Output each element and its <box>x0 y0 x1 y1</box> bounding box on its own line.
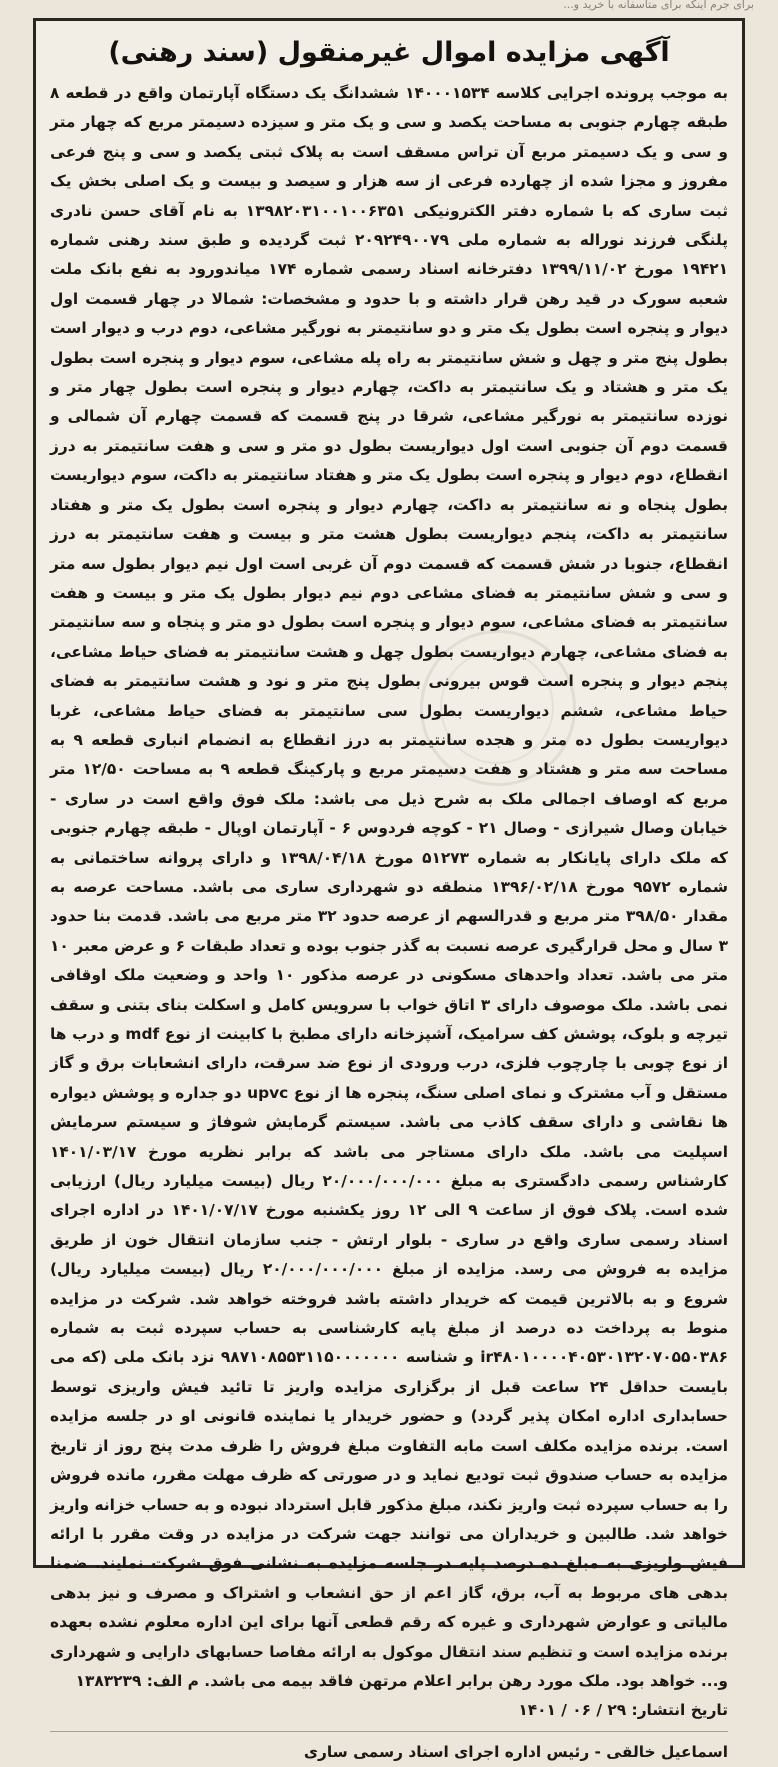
signature-line: اسماعیل خالقی - رئیس اداره اجرای اسناد رسمی ساری <box>303 1743 728 1762</box>
notice-title: آگهی مزایده اموال غیرمنقول (سند رهنی) <box>108 37 670 68</box>
torn-header-fragment: برای جرم اینکه برای متاسفانه با خرید و... <box>563 0 754 11</box>
publication-date: تاریخ انتشار: ۲۹ / ۰۶ / ۱۴۰۱ <box>518 1701 728 1720</box>
notice-frame <box>33 18 745 1762</box>
signature-separator <box>50 1731 728 1732</box>
notice-body: به موجب پرونده اجرایی کلاسه ۱۴۰۰۰۱۵۳۴ ششدانگ یک دستگاه آپارتمان واقع در قطعه ۸ طبقه چهارم جنوبی به مساحت یکصد و سی و یک متر و سیزده دسیمتر مربع که چهار متر و سی و یک دسیمتر مربع آن تراس مسقف است به پلاک ثبتی یکصد و سی و پنج فرعی مفروز و مجزا شده از چهارده فرعی از سه هزار و سیصد و بیست و یک اصلی بخش یک ثبت ساری که با شماره دفتر الکترونیکی ۱۳۹۸۲۰۳۱۰۰۱۰۰۶۳۵۱ به نام آقای حسن نادری پلنگی فرزند نوراله به شماره ملی ۲۰۹۲۴۹۰۰۷۹ ثبت گردیده و طبق سند رهنی شماره ۱۹۴۲۱ مورخ ۱۳۹۹/۱۱/۰۲ دفترخانه اسناد رسمی شماره ۱۷۴ میاندورود به نفع بانک ملت شعبه سورک در قید رهن قرار داشته و با حدود و مشخصات: شمالا در چهار قسمت اول دیوار و پنجره است بطول یک متر و دو سانتیمتر به نورگیر مشاعی، دوم درب و دیوار است بطول پنج متر و چهل و شش سانتیمتر به راه پله مشاعی، سوم دیوار و پنجره است بطول یک متر و هشتاد و یک سانتیمتر به داکت، چهارم دیوار و پنجره است بطول چهار متر و نوزده سانتیمتر به نورگیر مشاعی، شرقا در پنج قسمت که قسمت چهارم آن شمالی و قسمت دوم آن جنوبی است اول دیواریست بطول دو متر و سی و هفت سانتیمتر به درز انقطاع، دوم دیوار و پنجره است بطول یک متر و هفتاد سانتیمتر به داکت، سوم دیواریست بطول پنجاه و نه سانتیمتر به داکت، چهارم دیوار و پنجره است بطول یک متر و هفتاد سانتیمتر به داکت، پنجم دیواریست بطول هشت متر و بیست و هفت سانتیمتر به درز انقطاع، جنوبا در شش قسمت که قسمت دوم آن غربی است اول نیم دیوار بطول سه متر و سی و شش سانتیمتر به فضای مشاعی دوم نیم دیوار بطول یک متر و بیست و هفت سانتیمتر به فضای مشاعی، سوم دیوار و پنجره است بطول دو متر و پنجاه و سه سانتیمتر به فضای مشاعی، چهارم دیواریست بطول چهل و هشت سانتیمتر به فضای حیاط مشاعی، پنجم دیوار و پنجره است قوس بیرونی بطول پنج متر و نود و هشت سانتیمتر به فضای حیاط مشاعی، ششم دیواریست بطول سی سانتیمتر به فضای حیاط مشاعی، غربا دیواریست بطول ده متر و هجده سانتیمتر به درز انقطاع به انضمام انباری قطعه ۹ به مساحت سه متر و هشتاد و هفت دسیمتر مربع و پارکینگ قطعه ۹ به مساحت ۱۲/۵۰ متر مربع که اوصاف اجمالی ملک به شرح ذیل می باشد: ملک فوق واقع است در ساری - خیابان وصال شیرازی - وصال ۲۱ - کوچه فردوس ۶ - آپارتمان اوپال - طبقه چهارم جنوبی که ملک دارای پایانکار به شماره ۵۱۲۷۳ مورخ ۱۳۹۸/۰۴/۱۸ و دارای پروانه ساختمانی به شماره ۹۵۷۲ مورخ ۱۳۹۶/۰۲/۱۸ منطقه دو شهرداری ساری می باشد. مساحت عرصه به مقدار ۳۹۸/۵۰ متر مربع و قدرالسهم از عرصه حدود ۳۲ متر مربع می باشد. قدمت بنا حدود ۳ سال و محل قرارگیری عرصه نسبت به گذر جنوب بوده و تعداد طبقات ۶ و عرض معبر ۱۰ متر می باشد. تعداد واحدهای مسکونی در عرصه مذکور ۱۰ واحد و وضعیت ملک اوقافی نمی باشد. ملک موصوف دارای ۳ اتاق خواب با سرویس کامل و اسکلت بنای بتنی و سقف تیرچه و بلوک، پوشش کف سرامیک، آشپزخانه دارای مطبخ با کابینت از نوع mdf و درب ها از نوع چوبی با چارچوب فلزی، درب ورودی از نوع ضد سرقت، دارای انشعابات برق و گاز مستقل و آب مشترک و نمای اصلی سنگ، پنجره ها از نوع upvc دو جداره و پوشش دیواره ها نقاشی و دارای سقف کاذب می باشد. سیستم گرمایش شوفاژ و سیستم سرمایش اسپلیت می باشد. ملک دارای مستاجر می باشد که برابر نظریه مورخ ۱۴۰۱/۰۳/۱۷ کارشناس رسمی دادگستری به مبلغ ۲۰/۰۰۰/۰۰۰/۰۰۰ ریال (بیست میلیارد ریال) ارزیابی شده است. پلاک فوق از ساعت ۹ الی ۱۲ روز یکشنبه مورخ ۱۴۰۱/۰۷/۱۷ در اداره اجرای اسناد رسمی ساری واقع در ساری - بلوار ارتش - جنب سازمان انتقال خون از طریق مزایده به فروش می رسد. مزایده از مبلغ ۲۰/۰۰۰/۰۰۰/۰۰۰ ریال (بیست میلیارد ریال) شروع و به بالاترین قیمت که خریدار داشته باشد فروخته خواهد شد. شرکت در مزایده منوط به پرداخت ده درصد از مبلغ پایه کارشناسی به حساب سپرده ثبت به شماره ir۴۸۰۱۰۰۰۰۴۰۵۳۰۱۳۲۰۷۰۵۵۰۳۸۶ و شناسه ۹۸۷۱۰۸۵۵۳۱۱۵۰۰۰۰۰۰۰ نزد بانک ملی (که می بایست حداقل ۲۴ ساعت قبل از برگزاری مزایده واریز تا تائید فیش واریزی توسط حسابداری اداره امکان پذیر گردد) و حضور خریدار یا نماینده قانونی او در جلسه مزایده است. برنده مزایده مکلف است مابه التفاوت مبلغ فروش را ظرف مدت پنج روز از تاریخ مزایده به حساب صندوق ثبت تودیع نماید و در صورتی که ظرف مهلت مقرر، مانده فروش را به حساب سپرده ثبت واریز نکند، مبلغ مذکور قابل استرداد نبوده و به حساب خزانه واریز خواهد شد. طالبین و خریداران می توانند جهت شرکت در مزایده در وقت مقرر با ارائه فیش واریزی به مبلغ ده درصد پایه در جلسه مزایده به نشانی فوق شرکت نمایند. ضمنا بدهی های مربوط به آب، برق، گاز اعم از حق انشعاب و اشتراک و مصرف و نیز بدهی مالیاتی و عوارض شهرداری و غیره که رقم قطعی آنها برای این اداره معلوم نشده بعهده برنده مزایده است و تنظیم سند انتقال موکول به ارائه مفاصا حسابهای دارایی و شهرداری و... خواهد بود. ملک مورد رهن برابر اعلام مرتهن فاقد بیمه می باشد. م الف: ۱۳۸۳۲۳۹ <box>50 84 729 1690</box>
